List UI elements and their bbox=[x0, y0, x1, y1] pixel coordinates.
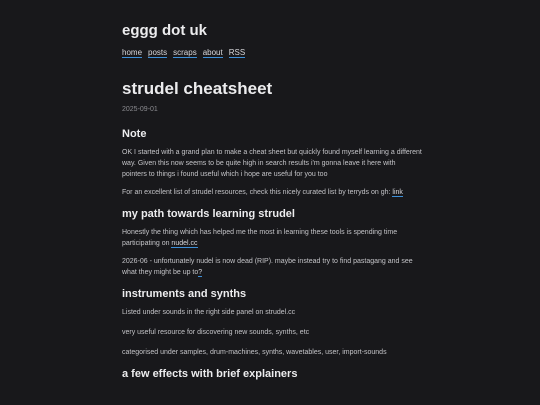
site-title[interactable]: eggg dot uk bbox=[122, 22, 207, 39]
content-column bbox=[122, 22, 422, 381]
heading-effects: a few effects with brief explainers bbox=[122, 368, 298, 380]
note-paragraph-2 bbox=[122, 187, 422, 198]
nudel-link[interactable]: nudel.cc bbox=[171, 240, 198, 247]
nav-link-about[interactable]: about bbox=[202, 48, 223, 57]
instruments-paragraph-3: categorised under samples, drum-machines, synths, wavetables, user, import-sounds bbox=[122, 349, 387, 356]
pastagang-link[interactable]: ? bbox=[198, 269, 203, 276]
path-paragraph-2 bbox=[122, 256, 422, 278]
nav-link-home[interactable]: home bbox=[122, 48, 143, 57]
note-paragraph-1: OK I started with a grand plan to make a cheat sheet but quickly found myself learning a different way. Given this now seems to be quite high in search results i'm gonna leave it here with pointers to things i found useful which i hope are useful for you too bbox=[122, 149, 422, 178]
nav-link-rss[interactable]: RSS bbox=[228, 48, 246, 57]
instruments-paragraph-2: very useful resource for discovering new sounds, synths, etc bbox=[122, 329, 310, 336]
instruments-paragraph-1: Listed under sounds in the right side panel on strudel.cc bbox=[122, 309, 296, 316]
nav-link-scraps[interactable]: scraps bbox=[173, 48, 197, 57]
post-date: 2025-09-01 bbox=[122, 106, 158, 113]
resources-link[interactable]: link bbox=[392, 189, 403, 196]
heading-path: my path towards learning strudel bbox=[122, 208, 295, 220]
heading-instruments: instruments and synths bbox=[122, 288, 247, 300]
path-paragraph-1 bbox=[122, 227, 422, 249]
site-nav bbox=[122, 48, 422, 58]
post-title: strudel cheatsheet bbox=[122, 79, 273, 98]
nav-link-posts[interactable]: posts bbox=[148, 48, 168, 57]
note-paragraph-2-text: For an excellent list of strudel resources, check this nicely curated list by terryds on gh: bbox=[122, 189, 391, 196]
path-paragraph-1-text: Honestly the thing which has helped me the most in learning these tools is spending time participating on bbox=[122, 229, 398, 247]
path-paragraph-2-text: 2026-06 - unfortunately nudel is now dead (RIP). maybe instead try to find pastagang and see what they might be up to bbox=[122, 258, 413, 276]
heading-note: Note bbox=[122, 128, 147, 140]
